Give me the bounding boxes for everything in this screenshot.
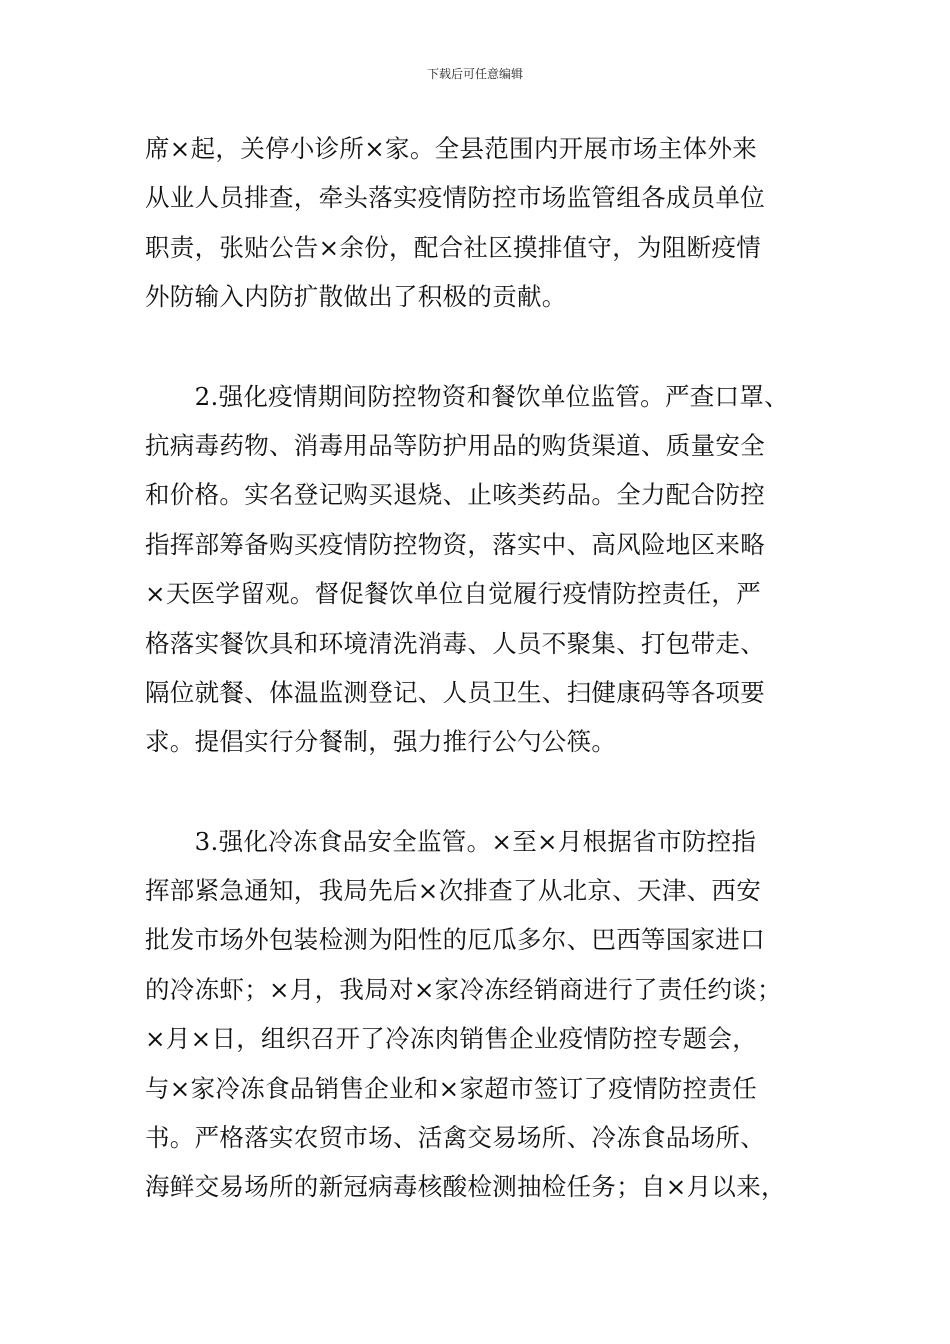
page-header: 下载后可任意编辑 [426,67,523,81]
paragraph-spacer [145,767,825,817]
text-line: ×天医学留观。督促餐饮单位自觉履行疫情防控责任，严 [145,579,762,609]
paragraph-spacer [145,322,825,372]
text-line: ×月×日，组织召开了冷冻肉销售企业疫情防控专题会， [145,1024,758,1054]
text-line: 3.强化冷冻食品安全监管。×至×月根据省市防控指 [145,826,757,856]
text-line: 抗病毒药物、消毒用品等防护用品的购货渠道、质量安全 [145,430,765,460]
paragraph [145,817,825,1212]
text-line: 批发市场外包装检测为阳性的厄瓜多尔、巴西等国家进口 [145,925,765,955]
text-line: 职责，张贴公告×余份，配合社区摸排值守，为阻断疫情 [145,232,762,262]
text-line: 挥部紧急通知，我局先后×次排查了从北京、天津、西安 [145,876,762,906]
text-line: 书。严格落实农贸市场、活禽交易场所、冷冻食品场所、 [145,1123,765,1153]
text-line: 席×起，关停小诊所×家。全县范围内开展市场主体外来 [145,134,758,163]
text-line: 格落实餐饮具和环境清洗消毒、人员不聚集、打包带走、 [145,628,765,658]
text-line: 和价格。实名登记购买退烧、止咳类药品。全力配合防控 [145,480,765,510]
text-line: 与×家冷冻食品销售企业和×家超市签订了疫情防控责任 [145,1073,758,1103]
text-line: 海鲜交易场所的新冠病毒核酸检测抽检任务；自×月以来， [145,1172,786,1202]
document-body [145,124,825,1212]
paragraph [145,372,825,767]
text-line: 求。提倡实行分餐制，强力推行公勺公筷。 [145,727,617,757]
text-line: 指挥部筹备购买疫情防控物资，落实中、高风险地区来略 [145,529,765,559]
text-line: 隔位就餐、体温监测登记、人员卫生、扫健康码等各项要 [145,677,765,707]
text-line: 2.强化疫情期间防控物资和餐饮单位监管。严查口罩、 [145,381,789,411]
text-line: 外防输入内防扩散做出了积极的贡献。 [145,282,567,312]
text-line: 的冷冻虾；×月，我局对×家冷冻经销商进行了责任约谈； [145,974,782,1004]
text-line: 从业人员排查，牵头落实疫情防控市场监管组各成员单位 [145,183,765,213]
paragraph [145,124,825,322]
